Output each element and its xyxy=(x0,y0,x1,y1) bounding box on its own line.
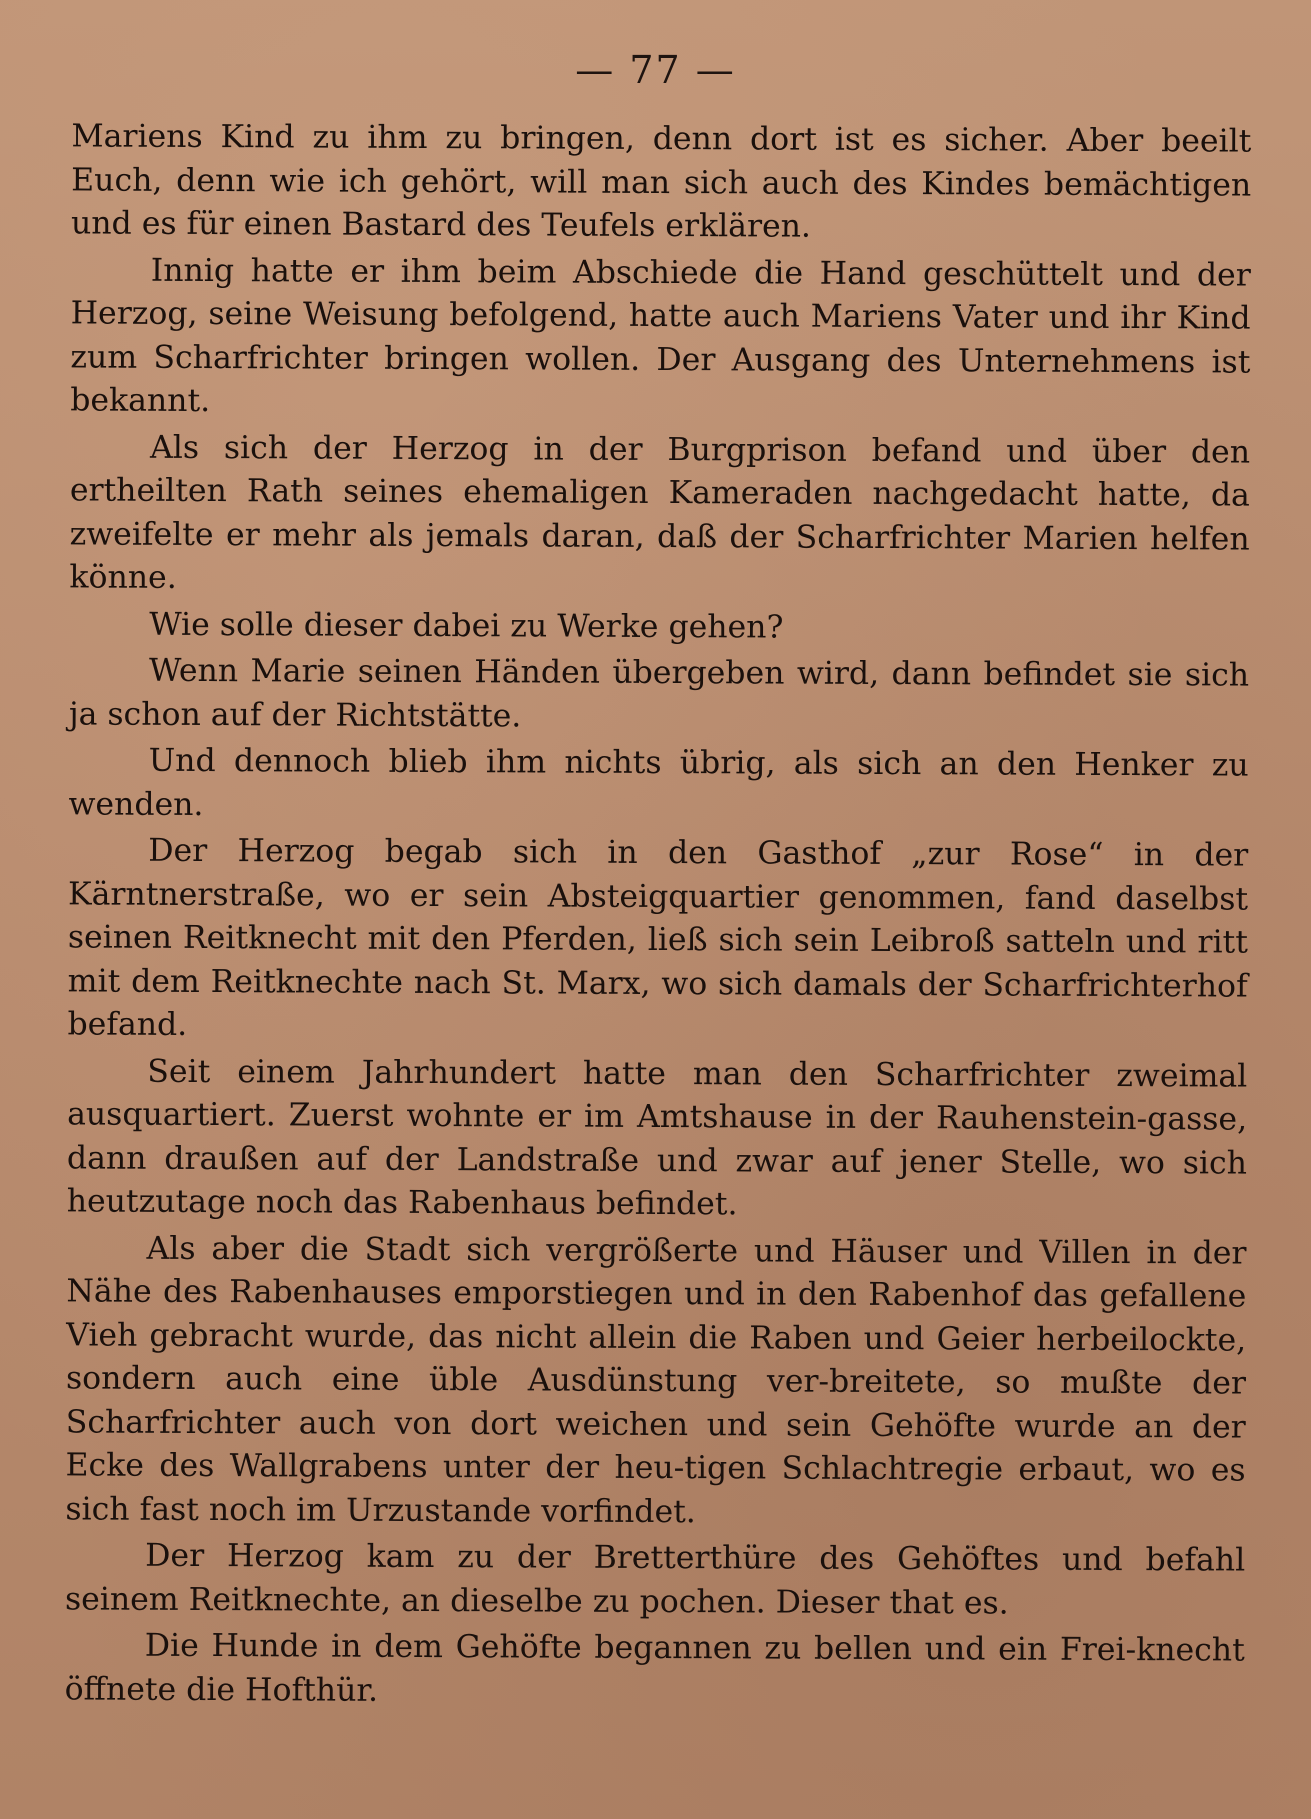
page-number: — 77 — xyxy=(575,48,736,92)
paragraph-2: Innig hatte er ihm beim Abschiede die Hand geschüttelt und der Herzog, seine Weisung befolgend, hatte auch Mariens Vater und ihr Kind zum Scharfrichter bringen wollen. Der Ausgang des Unternehmens ist bekannt. xyxy=(70,252,1251,420)
paragraph-8: Seit einem Jahrhundert hatte man den Scharfrichter zweimal ausquartiert. Zuerst wohnte er im Amtshause in der Rauhenstein-gasse, dann draußen auf der Landstraße und zwar auf jener Stelle, wo sich heutzutage noch das Rabenhaus befindet. xyxy=(66,1053,1248,1223)
paragraph-3: Als sich der Herzog in der Burgprison befand und über den ertheilten Rath seines ehemaligen Kameraden nachgedacht hatte, da zweifelte er mehr als jemals daran, daß der Scharfrichter Marien helfen könne. xyxy=(69,429,1251,596)
paragraph-10: Der Herzog kam zu der Bretterthüre des Gehöftes und befahl seinem Reitknechte, an dieselbe zu pochen. Dieser that es. xyxy=(64,1537,1246,1622)
paragraph-7: Der Herzog begab sich in den Gasthof „zur Rose“ in der Kärntnerstraße, wo er sein Absteigquartier genommen, fand daselbst seinen Reitknecht mit den Pferden, ließ sich sein Leibroß satteln und ritt mit dem Reitknechte nach St. Marx, wo sich damals der Scharfrichterhof befand. xyxy=(67,832,1249,1043)
paragraph-11: Die Hunde in dem Gehöfte begannen zu bellen und ein Frei-knecht öffnete die Hofthür. xyxy=(64,1627,1245,1709)
paragraph-4: Wie solle dieser dabei zu Werke gehen? xyxy=(149,606,784,646)
paragraph-6: Und dennoch blieb ihm nichts übrig, als sich an den Henker zu wenden. xyxy=(68,742,1249,823)
paragraph-5: Wenn Marie seinen Händen übergeben wird, dann befindet sie sich ja schon auf der Richtstätte. xyxy=(68,652,1250,734)
paragraph-9: Als aber die Stadt sich vergrößerte und Häuser und Villen in der Nähe des Rabenhauses emporstiegen und in den Rabenhof das gefallene Vieh gebracht wurde, das nicht allein die Raben und Geier herbeilockte, sondern auch eine üble Ausdünstung ver-breitete, so mußte der Scharfrichter auch von dort weichen und sein Gehöfte wurde an der Ecke des Wallgrabens unter der heu-tigen Schlachtregie erbaut, wo es sich fast noch im Urzustande vorfindet. xyxy=(65,1230,1247,1530)
body-text xyxy=(65,115,1252,1719)
paragraph-1: Mariens Kind zu ihm zu bringen, denn dort ist es sicher. Aber beeilt Euch, denn wie ich gehört, will man sich auch des Kindes bemächtigen und es für einen Bastard des Teufels erklären. xyxy=(70,118,1252,245)
